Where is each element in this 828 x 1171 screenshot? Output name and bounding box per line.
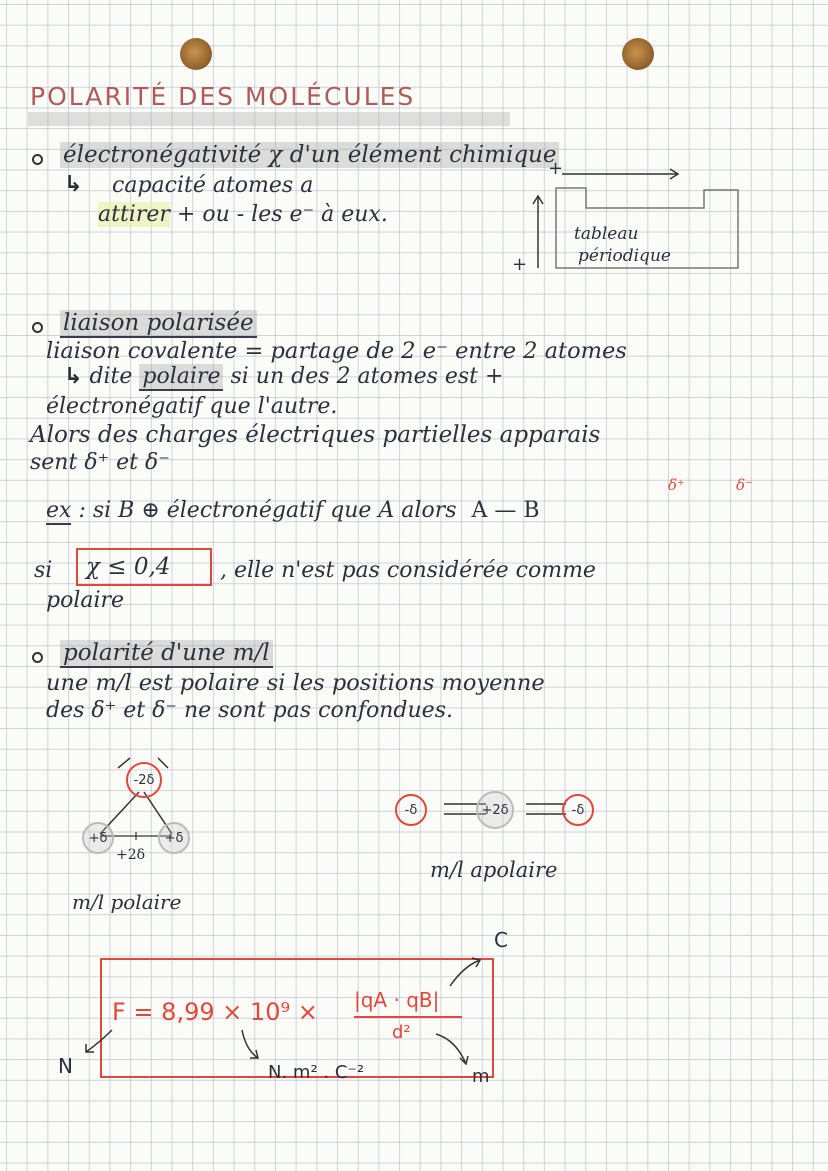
punch-hole-right	[622, 38, 654, 70]
example-line	[46, 500, 540, 522]
polar-left-label: +δ	[88, 830, 108, 846]
table-plus-left: +	[512, 254, 528, 275]
apolar-left-label: -δ	[404, 802, 418, 818]
section2-line2-post: si un des 2 atomes est +	[230, 364, 504, 389]
apolar-right-label: -δ	[571, 802, 585, 818]
section1-attirer: attirer	[98, 202, 170, 227]
polar-center-label: -2δ	[133, 772, 155, 788]
formula-numerator: |qA · qB|	[354, 988, 440, 1012]
table-plus-top: +	[548, 158, 564, 179]
section2-line3: électronégatif que l'autre.	[46, 394, 338, 419]
section1-line2	[98, 204, 388, 226]
section1-heading-text: électronégativité χ d'un élément chimique	[60, 142, 559, 168]
table-label-2: périodique	[578, 246, 671, 266]
unit-mid: N. m² . C⁻²	[268, 1062, 365, 1083]
section2-line2	[64, 366, 503, 388]
section2-line2-pre: dite	[89, 364, 133, 389]
section2-line1: liaison covalente = partage de 2 e⁻ entre 2 atomes	[46, 338, 627, 364]
section1-heading	[60, 144, 559, 167]
unit-m: m	[472, 1066, 490, 1087]
polar-mid-label: +2δ	[116, 847, 146, 863]
section2-heading-text: liaison polarisée	[60, 310, 257, 338]
apolar-label: m/l apolaire	[430, 858, 558, 882]
section3-line2: des δ⁺ et δ⁻ ne sont pas confondues.	[46, 698, 453, 723]
condition-box-text: χ ≤ 0,4	[86, 554, 171, 580]
bullet-2	[32, 322, 43, 333]
section2-heading	[60, 312, 257, 335]
apolar-center-label: +2δ	[481, 802, 509, 818]
section2-line5: sent δ⁺ et δ⁻	[30, 450, 170, 475]
example-delta-minus: δ⁻	[736, 476, 753, 494]
bullet-1	[32, 154, 43, 165]
formula-main: F = 8,99 × 10⁹ ×	[112, 998, 318, 1026]
page-title: POLARITÉ DES MOLÉCULES	[30, 82, 416, 111]
polar-label: m/l polaire	[72, 890, 182, 914]
bullet-3	[32, 652, 43, 663]
unit-c: C	[494, 928, 508, 952]
punch-hole-left	[180, 38, 212, 70]
example-delta-plus: δ⁺	[668, 476, 685, 494]
example-text: : si B ⊕ électronégatif que A alors	[78, 498, 457, 523]
section2-line4: Alors des charges électriques partielles apparais	[30, 422, 601, 448]
table-label-1: tableau	[574, 224, 639, 244]
example-label: ex	[46, 498, 72, 523]
hook-arrow-icon: ↳	[64, 172, 83, 197]
condition-end: polaire	[46, 588, 125, 613]
polar-right-label: +δ	[164, 830, 184, 846]
section3-line1: une m/l est polaire si les positions moyenne	[46, 670, 545, 696]
example-molecule: A — B	[471, 498, 540, 523]
hook-arrow-icon-2: ↳	[64, 364, 83, 389]
section1-line2-rest: + ou - les e⁻ à eux.	[176, 202, 388, 227]
apolar-left-atom	[395, 794, 427, 826]
title-highlight	[28, 112, 510, 126]
section3-heading	[60, 642, 273, 665]
polar-center-atom	[126, 762, 162, 798]
condition-post: , elle n'est pas considérée comme	[220, 558, 596, 583]
unit-n: N	[58, 1054, 73, 1078]
polar-left-atom	[82, 822, 114, 854]
section3-heading-text: polarité d'une m/l	[60, 640, 273, 668]
polar-right-atom	[158, 822, 190, 854]
condition-pre: si	[34, 558, 53, 583]
section1-line1: capacité atomes a	[112, 173, 314, 198]
formula-denominator: d²	[392, 1022, 411, 1043]
apolar-center-atom	[476, 791, 514, 829]
apolar-right-atom	[562, 794, 594, 826]
section2-polaire: polaire	[139, 364, 223, 391]
